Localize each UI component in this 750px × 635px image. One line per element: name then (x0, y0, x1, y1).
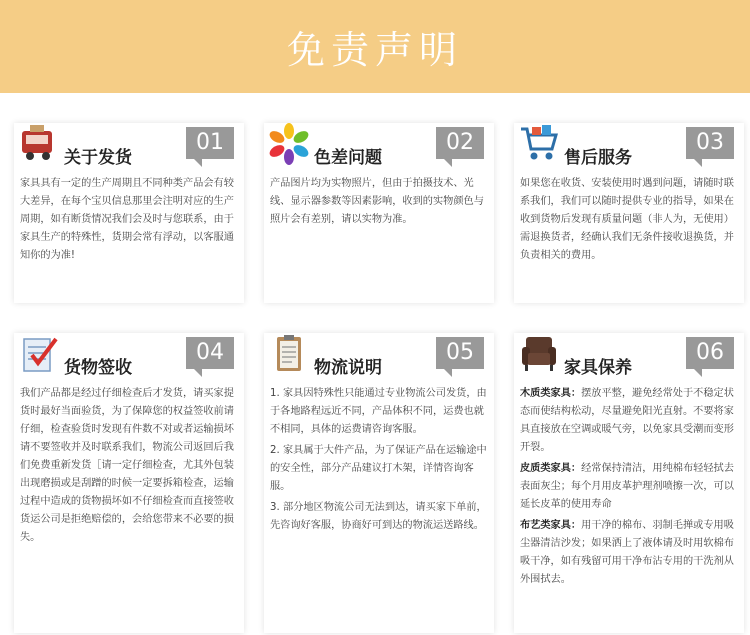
list-item (520, 385, 738, 457)
header-banner (0, 0, 750, 93)
card-text: 家具具有一定的生产周期且不同种类产品会有较大差异，在每个宝贝信息那里会注明对应的生产周期，如有断货情况我们会及时与您联系，由于家具生产的特殊性，货期会常有浮动，以客服通知你的为准! (20, 178, 234, 261)
card-text: 如果您在收货、安装使用时遇到问题，请随时联系我们，我们可以随时提供专业的指导，如果在收到货物后发现有质量问题（非人为，无使用）需退换货者，经确认我们无条件接收退换货，并负责相关的费用。 (520, 178, 734, 261)
card-color-difference (264, 123, 494, 303)
list-item (520, 460, 738, 514)
card-title: 关于发货 (64, 148, 132, 168)
card-title: 色差问题 (314, 148, 382, 168)
card-number: 05 (436, 337, 484, 369)
card-after-sales (514, 123, 744, 303)
info-grid (0, 93, 750, 635)
card-text: 产品图片均为实物照片，但由于拍摄技术、光线、显示器参数等因素影响，收到的实物颜色与照片会有差别，请以实物为准。 (270, 178, 484, 225)
page-title: 免责声明 (286, 28, 463, 72)
card-title: 物流说明 (314, 358, 382, 378)
card-number: 02 (436, 127, 484, 159)
item-label: 木质类家具： (520, 388, 582, 399)
card-number: 01 (186, 127, 234, 159)
card-logistics (264, 333, 494, 633)
item-text: 摆放平整，避免经常处于不稳定状态而使结构松动，尽量避免阳光直射。不要将家具直接放在空调或暖气旁，以免家具受潮而变形开裂。 (520, 388, 734, 453)
card-receipt (14, 333, 244, 633)
shopping-cart-icon (518, 123, 560, 165)
list-item: 2. 家具属于大件产品，为了保证产品在运输途中的安全性，部分产品建议打木架，详情咨询客服。 (270, 445, 487, 492)
list-item: 1. 家具因特殊性只能通过专业物流公司发货，由于各地路程远近不同，产品体积不同，运费也就不相同，具体的运费请咨询客服。 (270, 388, 487, 435)
truck-icon (18, 123, 60, 165)
list-item (520, 517, 738, 589)
list-item: 3. 部分地区物流公司无法到达，请买家下单前，先咨询好客服，协商好可到达的物流运送路线。 (270, 502, 487, 531)
checklist-icon (18, 333, 60, 375)
card-number: 04 (186, 337, 234, 369)
item-text: 用干净的棉布、羽制毛掸或专用吸尘器清洁沙发；如果洒上了液体请及时用软棉布吸干净，如有残留可用干净布沾专用的干洗剂从外围拭去。 (520, 520, 734, 585)
card-text: 我们产品都是经过仔细检查后才发货，请买家提货时最好当面验货，为了保障您的权益签收前请仔细，检查验货时发现有件数不对或者运输损坏请不要签收并及时联系我们，物流公司返回后我们免费重新发货［请一定仔细检查，尤其外包装出现磨损或是刮蹭的时候一定要拆箱检查，运输过程中造成的货物损坏如不仔细检查而直接签收货运公司是拒绝赔偿的，会给您带来不必要的损失。 (20, 388, 234, 543)
item-label: 布艺类家具： (520, 520, 582, 531)
card-shipping (14, 123, 244, 303)
armchair-icon (518, 333, 560, 375)
card-title: 售后服务 (564, 148, 632, 168)
card-title: 货物签收 (64, 358, 132, 378)
card-maintenance (514, 333, 744, 633)
item-text: 经常保持清洁，用纯棉布轻轻拭去表面灰尘；每个月用皮革护理剂喷擦一次，可以延长皮革的使用寿命 (520, 463, 734, 510)
clipboard-icon (268, 333, 310, 375)
color-palette-icon (268, 123, 310, 165)
card-number: 06 (686, 337, 734, 369)
item-label: 皮质类家具： (520, 463, 582, 474)
card-number: 03 (686, 127, 734, 159)
card-title: 家具保养 (564, 358, 632, 378)
